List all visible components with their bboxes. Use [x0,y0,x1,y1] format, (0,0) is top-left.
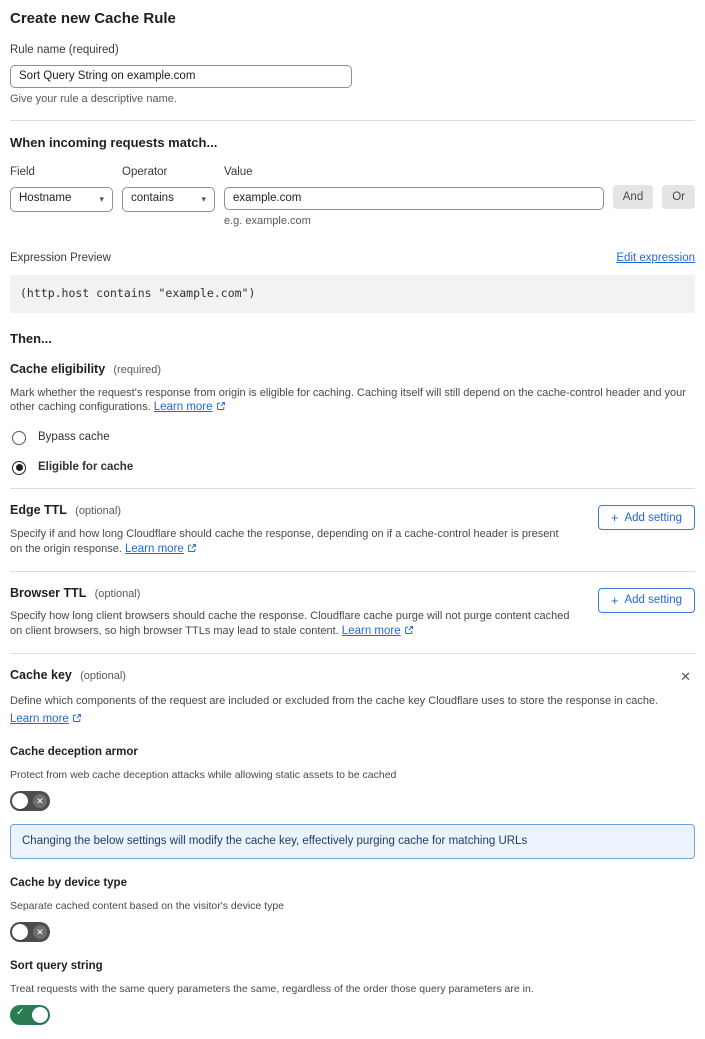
toggle-knob [12,793,28,809]
value-label: Value [224,166,253,179]
edit-expression-link[interactable]: Edit expression [616,251,695,264]
cache-key-section [10,667,695,1025]
edge-ttl-add-setting-button[interactable] [598,505,695,530]
radio-unselected-icon[interactable] [12,431,26,445]
sort-query-string-title: Sort query string [10,959,103,972]
optional-label: (optional) [80,669,126,682]
cache-key-description: Define which components of the request are included or excluded from the cache key Cloudflare uses to store the response in cache. [10,694,659,707]
cache-eligibility-description: Mark whether the request's response from origin is eligible for caching. Caching itself will still depend on the cache-control header and your other caching configurations. [10,386,686,414]
sort-query-string-toggle[interactable] [10,1005,50,1025]
chevron-down-icon: ▾ [99,194,104,205]
browser-ttl-add-setting-button[interactable] [598,588,695,613]
external-link-icon [72,713,82,729]
cache-eligibility-title: Cache eligibility [10,362,106,377]
or-button[interactable]: Or [662,185,695,209]
bypass-cache-label[interactable]: Bypass cache [38,431,110,444]
toggle-knob [32,1007,48,1023]
expression-preview-code: (http.host contains "example.com") [10,275,695,313]
divider [10,571,695,572]
rule-name-label: Rule name (required) [10,44,119,57]
radio-selected-icon[interactable] [12,461,26,475]
close-icon[interactable]: ✕ [676,667,695,687]
divider [10,488,695,489]
toggle-knob [12,924,28,940]
cache-deception-armor-toggle[interactable] [10,791,50,811]
match-section-heading: When incoming requests match... [10,134,218,150]
divider [10,653,695,654]
required-label: (required) [113,364,162,377]
cache-by-device-type-title: Cache by device type [10,877,127,890]
edge-ttl-learn-more-link[interactable]: Learn more [124,542,184,555]
field-label: Field [10,166,35,179]
cache-key-title: Cache key [10,667,72,682]
optional-label: (optional) [75,505,122,518]
rule-name-helper: Give your rule a descriptive name. [10,92,177,105]
add-setting-label: Add setting [624,511,682,524]
browser-ttl-description: Specify how long client browsers should cache the response. Cloudflare cache purge will not purge content cached on client browsers, so high browser TTLs may lead to stale content. [10,610,570,637]
plus-icon: + [610,592,619,608]
operator-label: Operator [122,166,168,179]
browser-ttl-title: Browser TTL [10,585,87,600]
operator-select-value: contains [131,192,174,205]
value-input[interactable] [224,187,604,210]
cache-by-device-type-description: Separate cached content based on the visitor's device type [10,899,285,912]
eligible-for-cache-label[interactable]: Eligible for cache [38,460,134,473]
then-heading: Then... [10,330,52,346]
cache-deception-armor-title: Cache deception armor [10,746,138,759]
cache-deception-armor-description: Protect from web cache deception attacks while allowing static assets to be cached [10,768,397,781]
bypass-cache-option[interactable] [10,430,695,446]
toggle-off-x-icon: ✕ [33,925,47,939]
toggle-on-check-icon: ✓ [16,1007,25,1019]
value-helper: e.g. example.com [224,214,311,227]
edge-ttl-section [10,502,695,557]
edge-ttl-title: Edge TTL [10,503,67,518]
external-link-icon [187,543,197,558]
toggle-off-x-icon: ✕ [33,794,47,808]
cache-by-device-type-toggle[interactable] [10,922,50,942]
divider [10,120,695,121]
field-select-value: Hostname [19,192,72,205]
external-link-icon [404,625,414,640]
sort-query-string-description: Treat requests with the same query parameters the same, regardless of the order those query parameters are in. [10,982,534,995]
cache-eligibility-learn-more-link[interactable]: Learn more [153,401,213,414]
add-setting-label: Add setting [624,594,682,607]
browser-ttl-section [10,585,695,640]
page-title: Create new Cache Rule [10,10,176,27]
chevron-down-icon: ▾ [201,194,206,205]
cache-key-learn-more-link[interactable]: Learn more [10,712,69,725]
optional-label: (optional) [94,587,141,600]
eligible-for-cache-option[interactable] [10,460,695,476]
field-select[interactable] [10,187,113,212]
external-link-icon [216,401,226,416]
and-button[interactable]: And [613,185,653,209]
rule-name-input[interactable] [10,65,352,88]
operator-select[interactable] [122,187,215,212]
plus-icon: + [610,510,619,526]
browser-ttl-learn-more-link[interactable]: Learn more [341,624,401,637]
match-builder-row [10,165,695,228]
cache-key-info-banner: Changing the below settings will modify the cache key, effectively purging cache for matching URLs [10,824,695,860]
edge-ttl-description: Specify if and how long Cloudflare should cache the response, depending on if a cache-control header is present on the origin response. [10,527,559,555]
expression-preview-label: Expression Preview [10,251,111,264]
cache-eligibility-section [10,361,695,475]
